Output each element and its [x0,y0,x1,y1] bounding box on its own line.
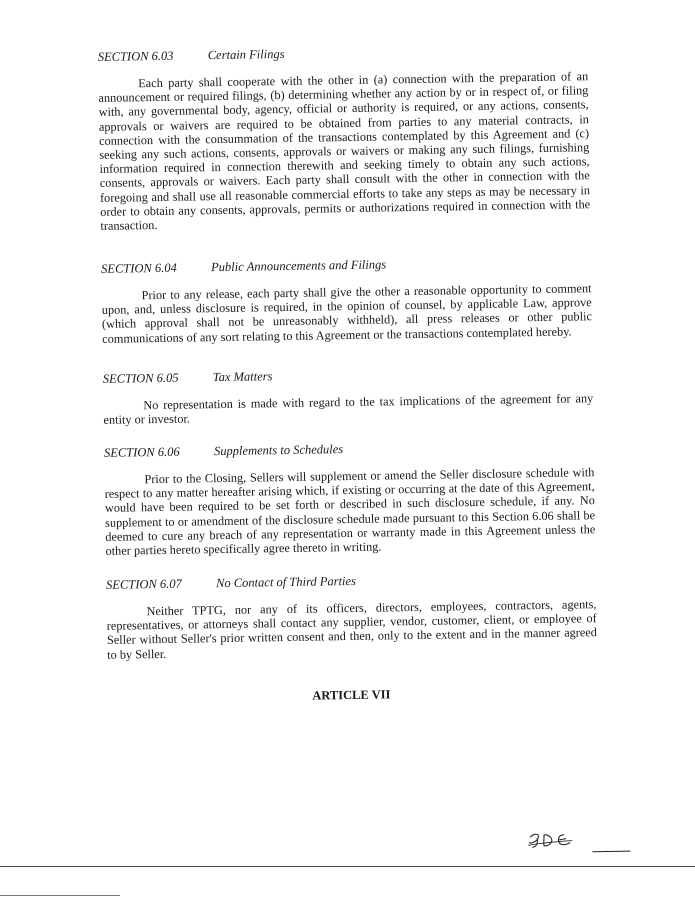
section-title: Supplements to Schedules [213,442,344,459]
section-heading [106,570,596,593]
section-6-07 [106,570,597,661]
section-body: Prior to the Closing, Sellers will supplement or amend the Seller disclosure schedule with respect to any matter hereafter arising which, if existing or occurring at the date of this Agreement, would have been required to be set forth or described in such disclosure schedule, if any. No supplement to or amendment of the disclosure schedule made pursuant to this Section 6.06 shall be deemed to cure any breach of any representation or warranty made in this Agreement unless the other parties hereto specifically agree thereto in writing. [104,465,596,558]
initial-line [592,851,630,853]
section-title: Certain Filings [207,46,285,63]
section-heading [104,438,594,461]
section-body: No representation is made with regard to the tax implications of the agreement for any entity or investor. [103,391,594,428]
section-number: SECTION 6.03 [97,48,174,64]
section-title: Public Announcements and Filings [211,257,387,275]
article-heading: ARTICLE VII [312,687,391,703]
section-number: SECTION 6.04 [101,260,177,276]
section-number: SECTION 6.05 [102,370,179,386]
handwritten-initials [526,828,576,851]
section-title: No Contact of Third Parties [215,573,356,591]
section-body: Neither TPTG, nor any of its officers, directors, employees, contractors, agents, representatives, or attorneys shall contact any supplier, vendor, customer, client, or employee of Seller without Seller's prior written consent and then, only to the extent and in the manner agreed to by Seller. [106,597,598,662]
section-heading [103,364,593,387]
section-6-03 [98,42,591,233]
section-heading [98,42,588,65]
section-number: SECTION 6.07 [105,576,182,592]
section-body: Prior to any release, each party shall give the other a reasonable opportunity to comment upon, and, unless disclosure is required, in the opinion of counsel, by applicable Law, approve (which approval shall not be unreasonably withheld), all press releases or other public communications of any sort relating to this Agreement or the transactions contemplated hereby. [101,281,593,346]
section-title: Tax Matters [212,369,273,385]
section-6-05 [103,364,594,427]
page-footer-rule [0,866,695,867]
scan-edge-rule [0,895,120,896]
section-heading [101,254,591,277]
section-6-04 [101,254,592,345]
section-body: Each party shall cooperate with the other in (a) connection with the preparation of an announcement or required filings, (b) determining whether any action by or in respect of, or filing with, any governmental body, agency, official or authority is required, or any actions, consents, approvals or waivers are required to be obtained from parties to any material contracts, in connection with the consummation of the transactions contemplated by this Agreement and (c) seeking any such actions, consents, approvals or waivers or making any such filings, furnishing information required in connection therewith and seeking timely to obtain any such actions, consents, approvals or waivers. Each party shall consult with the other in connection with the foregoing and shall use all reasonable commercial efforts to take any steps as may be necessary in order to obtain any consents, approvals, permits or authorizations required in connection with the transaction. [98,69,591,233]
section-number: SECTION 6.06 [103,444,180,460]
section-6-06 [104,438,596,558]
